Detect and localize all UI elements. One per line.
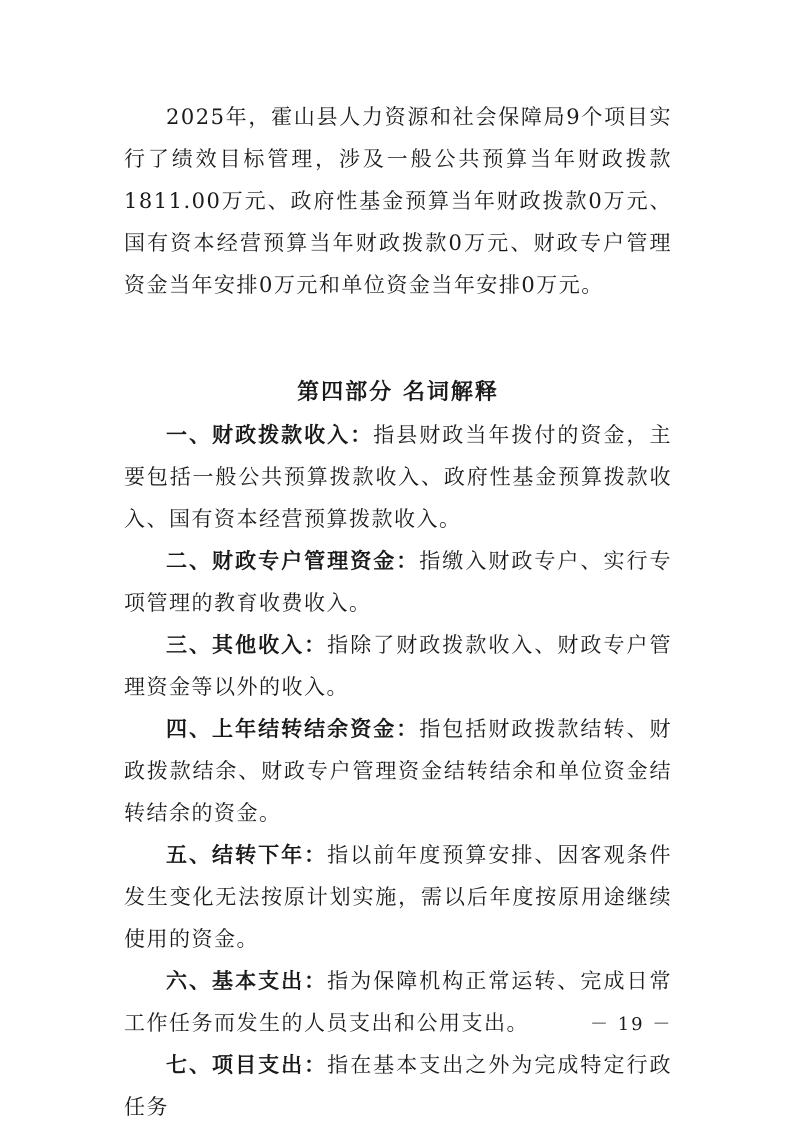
term-definition-4: 指包括财政拨款结转、财政拨款结余、财政专户管理资金结转结余和单位资金结转结余的资金。 [124,717,673,825]
term-paragraph-7 [124,1044,673,1119]
term-label-1: 一、财政拨款收入： [166,423,374,447]
term-paragraph-1 [124,414,672,540]
term-definition-5: 指以前年度预算安排、因客观条件发生变化无法按原计划实施，需以后年度按原用途继续使用的资金。 [124,843,673,951]
term-definition-6: 指为保障机构正常运转、完成日常工作任务而发生的人员支出和公用支出。 [124,969,673,1035]
term-definition-7: 指在基本支出之外为完成特定行政任务 [124,1053,673,1119]
term-definition-2: 指缴入财政专户、实行专项管理的教育收费收入。 [124,549,673,615]
term-label-5: 五、结转下年： [166,843,328,867]
term-label-3: 三、其他收入： [166,633,328,657]
term-paragraph-3 [124,624,672,708]
term-label-7: 七、项目支出： [166,1053,328,1077]
intro-paragraph: 2025年，霍山县人力资源和社会保障局9个项目实行了绩效目标管理，涉及一般公共预算当年财政拨款1811.00万元、政府性基金预算当年财政拨款0万元、国有资本经营预算当年财政拨款0万元、财政专户管理资金当年安排0万元和单位资金当年安排0万元。 [124,105,672,297]
term-paragraph-2 [124,540,672,624]
term-paragraph-4 [124,708,672,834]
term-definition-1: 指县财政当年拨付的资金，主要包括一般公共预算拨款收入、政府性基金预算拨款收入、国有资本经营预算拨款收入。 [124,423,673,531]
term-definition-3: 指除了财政拨款收入、财政专户管理资金等以外的收入。 [124,633,673,699]
term-label-2: 二、财政专户管理资金： [166,549,420,573]
page-number: － 19 － [590,1014,673,1035]
section-title: 第四部分 名词解释 [297,380,499,405]
term-label-4: 四、上年结转结余资金： [166,717,420,741]
term-paragraph-5 [124,834,672,960]
term-label-6: 六、基本支出： [166,969,328,993]
